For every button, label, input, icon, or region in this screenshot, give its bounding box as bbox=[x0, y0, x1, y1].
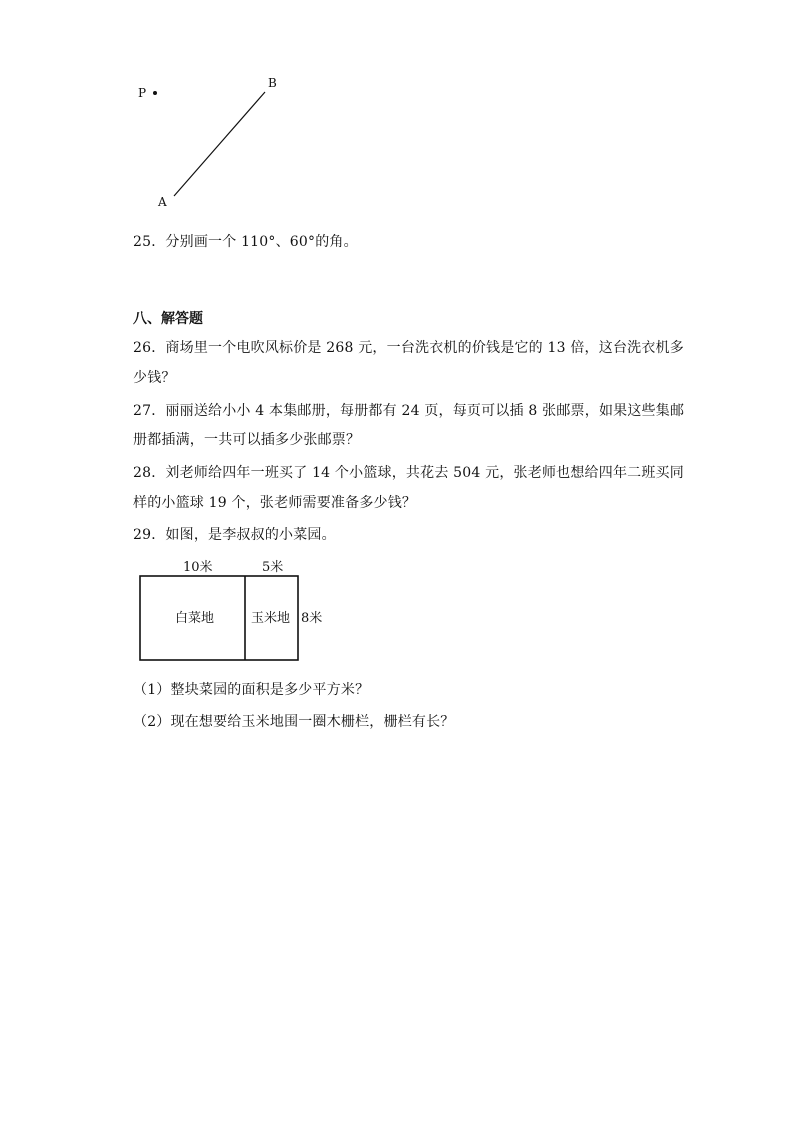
point-p-dot bbox=[153, 91, 157, 95]
point-a-label: A bbox=[158, 195, 167, 209]
plot-left-label: 白菜地 bbox=[175, 611, 215, 626]
question-26-line1: 26．商场里一个电吹风标价是 268 元，一台洗衣机的价钱是它的 13 倍，这台洗衣机多 bbox=[133, 340, 684, 356]
question-25: 25．分别画一个 110°、60°的角。 bbox=[133, 234, 358, 250]
question-26-line2: 少钱？ bbox=[133, 370, 176, 386]
segment-ab-figure bbox=[130, 70, 290, 210]
question-27-line2: 册都插满，一共可以插多少张邮票？ bbox=[133, 432, 361, 448]
question-28-line1: 28．刘老师给四年一班买了 14 个小篮球，共花去 504 元，张老师也想给四年二班买同 bbox=[133, 465, 684, 481]
garden-top-right-label: 5米 bbox=[262, 560, 284, 575]
question-29-sub1: （1）整块菜园的面积是多少平方米？ bbox=[133, 682, 370, 698]
garden-figure bbox=[130, 555, 340, 670]
question-28-line2: 样的小篮球 19 个，张老师需要准备多少钱？ bbox=[133, 495, 417, 511]
section-title: 八、解答题 bbox=[133, 311, 203, 327]
garden-top-left-label: 10米 bbox=[183, 560, 213, 575]
point-b-label: B bbox=[268, 76, 277, 90]
plot-right-label: 玉米地 bbox=[251, 611, 291, 626]
question-29-sub2: （2）现在想要给玉米地围一圈木栅栏，栅栏有长？ bbox=[133, 714, 455, 730]
question-27-line1: 27．丽丽送给小小 4 本集邮册，每册都有 24 页，每页可以插 8 张邮票，如果这些集邮 bbox=[133, 403, 685, 419]
point-p-label: P bbox=[138, 86, 147, 100]
question-29: 29．如图，是李叔叔的小菜园。 bbox=[133, 527, 336, 543]
segment-ab bbox=[174, 92, 265, 196]
garden-side-label: 8米 bbox=[301, 611, 323, 626]
